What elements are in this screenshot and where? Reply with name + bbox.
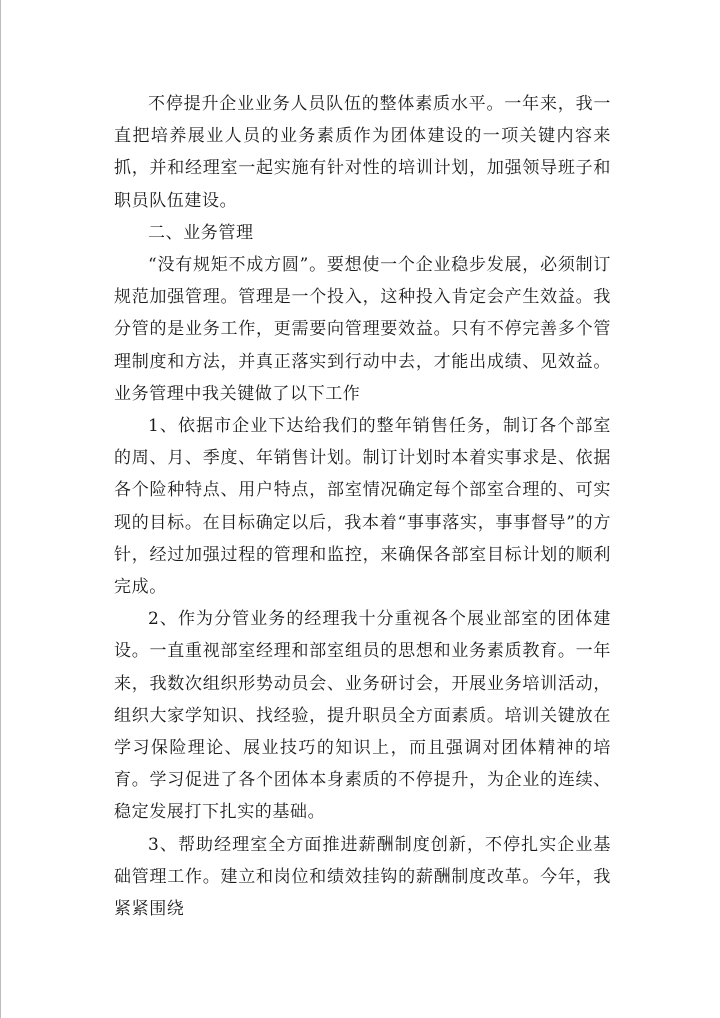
document-body <box>114 88 611 925</box>
paragraph-item-1: 1、依据市企业下达给我们的整年销售任务，制订各个部室的周、月、季度、年销售计划。制订计划时本着实事求是、依据各个险种特点、用户特点，部室情况确定每个部室合理的、可实现的目标。在目标确定以后，我本着“事事落实，事事督导”的方针，经过加强过程的管理和监控，来确保各部室目标计划的顺利完成。 <box>114 416 611 598</box>
paragraph-item-2: 2、作为分管业务的经理我十分重视各个展业部室的团体建设。一直重视部室经理和部室组员的思想和业务素质教育。一年来，我数次组织形势动员会、业务研讨会，开展业务培训活动，组织大家学知识、找经验，提升职员全方面素质。培训关键放在学习保险理论、展业技巧的知识上，而且强调对团体精神的培育。学习促进了各个团体本身素质的不停提升，为企业的连续、稳定发展打下扎实的基础。 <box>114 609 611 823</box>
paragraph-management-intro: “没有规矩不成方圆”。要想使一个企业稳步发展，必须制订规范加强管理。管理是一个投入，这种投入肯定会产生效益。我分管的是业务工作，更需要向管理要效益。只有不停完善多个管理制度和方法，并真正落实到行动中去，才能出成绩、见效益。业务管理中我关键做了以下工作 <box>114 255 611 404</box>
section-heading-business-management: 二、业务管理 <box>148 222 254 243</box>
paragraph-item-3: 3、帮助经理室全方面推进薪酬制度创新，不停扎实企业基础管理工作。建立和岗位和绩效挂钩的薪酬制度改革。今年，我紧紧围绕 <box>114 834 611 920</box>
paragraph-quality-improvement: 不停提升企业业务人员队伍的整体素质水平。一年来，我一直把培养展业人员的业务素质作为团体建设的一项关键内容来抓，并和经理室一起实施有针对性的培训计划，加强领导班子和职员队伍建设。 <box>114 94 611 211</box>
